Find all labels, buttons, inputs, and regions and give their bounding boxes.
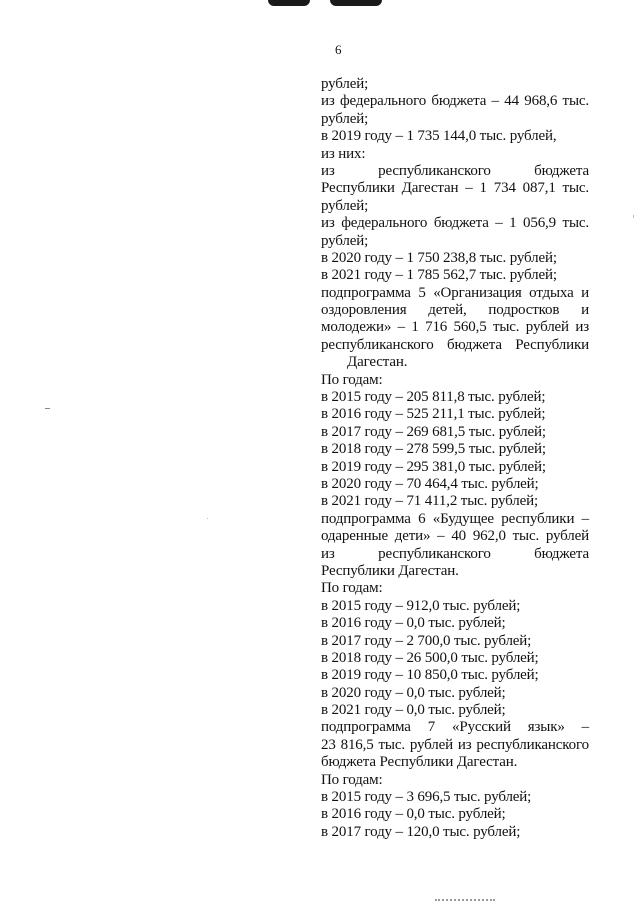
text-line: в 2021 году – 0,0 тыс. рублей; [321, 702, 506, 719]
text-line: из них: [321, 145, 366, 162]
page-number: 6 [335, 42, 342, 57]
text-line: в 2021 году – 71 411,2 тыс. рублей; [321, 493, 538, 510]
text-line: в 2021 году – 1 785 562,7 тыс. рублей; [321, 267, 557, 284]
text-line: Республики Дагестан – 1 734 087,1 тыс. [321, 180, 589, 197]
text-line: в 2020 году – 0,0 тыс. рублей; [321, 684, 506, 701]
text-line: в 2016 году – 0,0 тыс. рублей; [321, 806, 506, 823]
text-line: рублей; [321, 76, 369, 92]
text-line: в 2016 году – 525 211,1 тыс. рублей; [321, 406, 546, 423]
text-line: подпрограмма 6 «Будущее республики – [321, 510, 589, 527]
scan-speck [45, 408, 50, 409]
text-line: в 2019 году – 1 735 144,0 тыс. рублей, [321, 128, 557, 145]
text-line: в 2015 году – 205 811,8 тыс. рублей; [321, 389, 546, 406]
text-line: в 2020 году – 70 464,4 тыс. рублей; [321, 475, 539, 492]
scan-artifact-right [330, 0, 382, 6]
text-line: По годам: [321, 371, 383, 388]
text-line: рублей; [321, 110, 369, 127]
scan-dots [435, 899, 495, 903]
text-line: в 2017 году – 269 681,5 тыс. рублей; [321, 423, 546, 440]
text-line: в 2020 году – 1 750 238,8 тыс. рублей; [321, 249, 557, 266]
text-line: в 2018 году – 26 500,0 тыс. рублей; [321, 649, 539, 666]
text-line: из федерального бюджета – 44 968,6 тыс. [321, 93, 589, 110]
scan-speck [207, 518, 208, 519]
body-text [321, 76, 589, 841]
text-line: оздоровления детей, подростков и [321, 302, 589, 319]
text-line: подпрограмма 5 «Организация отдыха и [321, 284, 589, 301]
text-line: в 2015 году – 3 696,5 тыс. рублей; [321, 789, 532, 806]
text-line: в 2019 году – 10 850,0 тыс. рублей; [321, 667, 539, 684]
text-line: Республики Дагестан. [321, 562, 459, 579]
text-line: Дагестан. [347, 354, 408, 371]
text-line: подпрограмма 7 «Русский язык» – [321, 719, 589, 736]
text-line: в 2015 году – 912,0 тыс. рублей; [321, 597, 521, 614]
text-line: молодежи» – 1 716 560,5 тыс. рублей из [321, 319, 589, 336]
text-line: 23 816,5 тыс. рублей из республиканского [321, 736, 589, 753]
text-line: одаренные дети» – 40 962,0 тыс. рублей [321, 528, 589, 545]
text-line: в 2017 году – 2 700,0 тыс. рублей; [321, 632, 532, 649]
text-line: в 2019 году – 295 381,0 тыс. рублей; [321, 458, 546, 475]
text-line: из республиканского бюджета [321, 162, 589, 179]
text-line: в 2016 году – 0,0 тыс. рублей; [321, 615, 506, 632]
text-line: рублей; [321, 232, 369, 249]
text-line: По годам: [321, 771, 383, 788]
scan-artifact-left [268, 0, 310, 6]
text-line: в 2017 году – 120,0 тыс. рублей; [321, 823, 521, 840]
text-line: бюджета Республики Дагестан. [321, 754, 518, 771]
scan-speck [633, 215, 634, 218]
text-line: из федерального бюджета – 1 056,9 тыс. [321, 215, 589, 232]
text-line: из республиканского бюджета [321, 545, 589, 562]
text-line: По годам: [321, 580, 383, 597]
text-line: республиканского бюджета Республики [321, 336, 589, 353]
text-line: в 2018 году – 278 599,5 тыс. рублей; [321, 441, 546, 458]
text-line: рублей; [321, 197, 369, 214]
